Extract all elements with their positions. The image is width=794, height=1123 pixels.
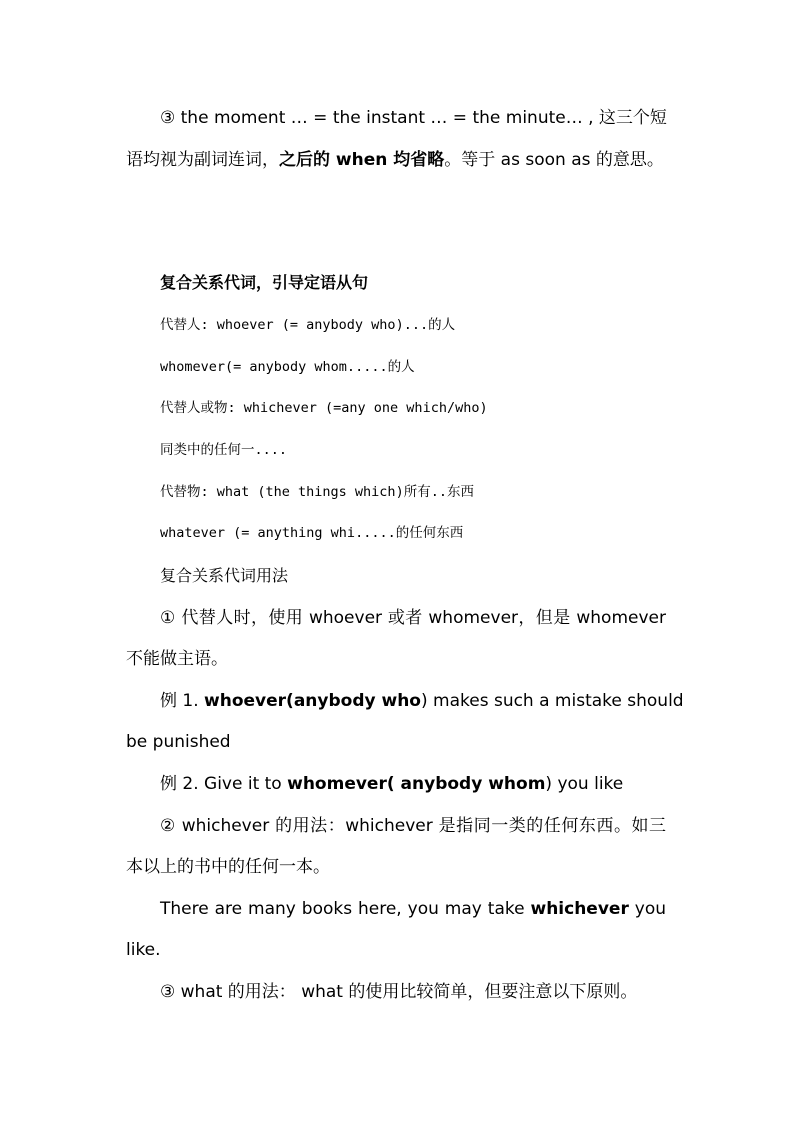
text-run: ) you like <box>545 774 624 794</box>
text-run: ) makes such a mistake should <box>420 691 684 711</box>
section-heading: 复合关系代词，引导定语从句 <box>160 273 369 292</box>
definition-line: 代替物: what (the things which)所有..东西 <box>160 484 474 500</box>
example-line: like. <box>126 940 161 960</box>
text-run: 例 1. <box>160 691 205 711</box>
example-line <box>160 773 623 795</box>
definition-line: whomever(= anybody whom.....的人 <box>160 359 415 375</box>
usage-title: 复合关系代词用法 <box>160 566 289 585</box>
example-line <box>160 690 684 712</box>
text-run: you <box>628 899 666 919</box>
definition-line: whatever (= anything whi.....的任何东西 <box>160 525 464 541</box>
bold-text: whomever( anybody whom <box>287 774 546 794</box>
text-run: There are many books here, you may take <box>160 899 531 919</box>
text-run: 例 2. Give it to <box>160 774 288 794</box>
example-line <box>160 898 666 920</box>
paragraph-line <box>126 149 664 171</box>
definition-line: 同类中的任何一.... <box>160 442 288 458</box>
paragraph-line: 本以上的书中的任何一本。 <box>126 857 330 877</box>
bold-text: whoever(anybody who <box>204 691 421 711</box>
paragraph-line: ③ the moment … = the instant … = the minute… , 这三个短 <box>160 108 667 128</box>
text-run: 语均视为副词连词， <box>126 150 279 170</box>
paragraph-line: ③ what 的用法： what 的使用比较简单，但要注意以下原则。 <box>160 982 638 1002</box>
example-line: be punished <box>126 732 231 752</box>
bold-text: whichever <box>530 899 629 919</box>
paragraph-line: ② whichever 的用法：whichever 是指同一类的任何东西。如三 <box>160 816 666 836</box>
bold-text: 之后的 when 均省略 <box>279 150 445 170</box>
text-run: 。等于 as soon as 的意思。 <box>444 150 664 170</box>
paragraph-line: ① 代替人时，使用 whoever 或者 whomever，但是 whomever <box>160 608 666 628</box>
definition-line: 代替人: whoever (= anybody who)...的人 <box>160 317 456 333</box>
paragraph-line: 不能做主语。 <box>126 649 228 669</box>
definition-line: 代替人或物: whichever (=any one which/who) <box>160 400 488 416</box>
